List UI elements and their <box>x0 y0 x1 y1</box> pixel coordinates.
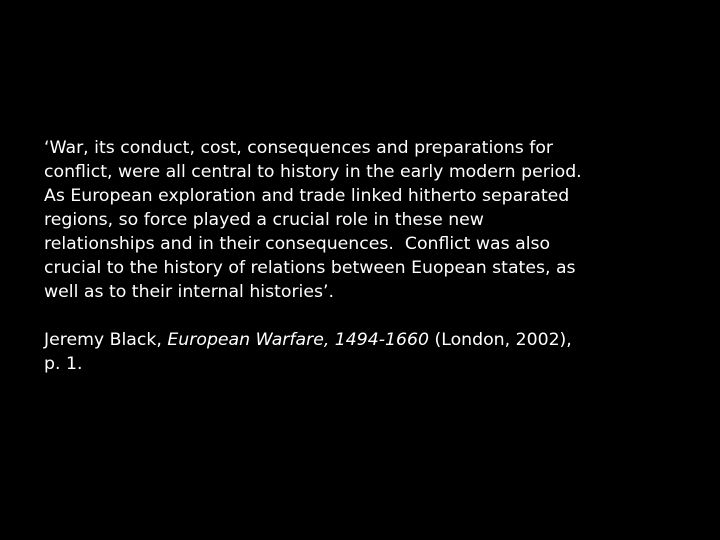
quote-line: ‘War, its conduct, cost, consequences and preparations for <box>44 138 554 158</box>
quote-line: As European exploration and trade linked hitherto separated <box>44 186 570 206</box>
citation-publication: (London, 2002), <box>429 330 572 350</box>
quote-text <box>44 136 684 304</box>
citation-line <box>44 328 684 352</box>
quote-line: regions, so force played a crucial role in these new <box>44 210 484 230</box>
citation-page: p. 1. <box>44 354 83 374</box>
quote-line: crucial to the history of relations between Euopean states, as <box>44 258 576 278</box>
citation-author: Jeremy Black, <box>44 330 168 350</box>
citation <box>44 328 684 376</box>
quote-line: conflict, were all central to history in the early modern period. <box>44 162 582 182</box>
quote-line: well as to their internal histories’. <box>44 282 334 302</box>
quote-line: relationships and in their consequences. Conflict was also <box>44 234 551 254</box>
citation-title: European Warfare, 1494-1660 <box>167 330 430 350</box>
